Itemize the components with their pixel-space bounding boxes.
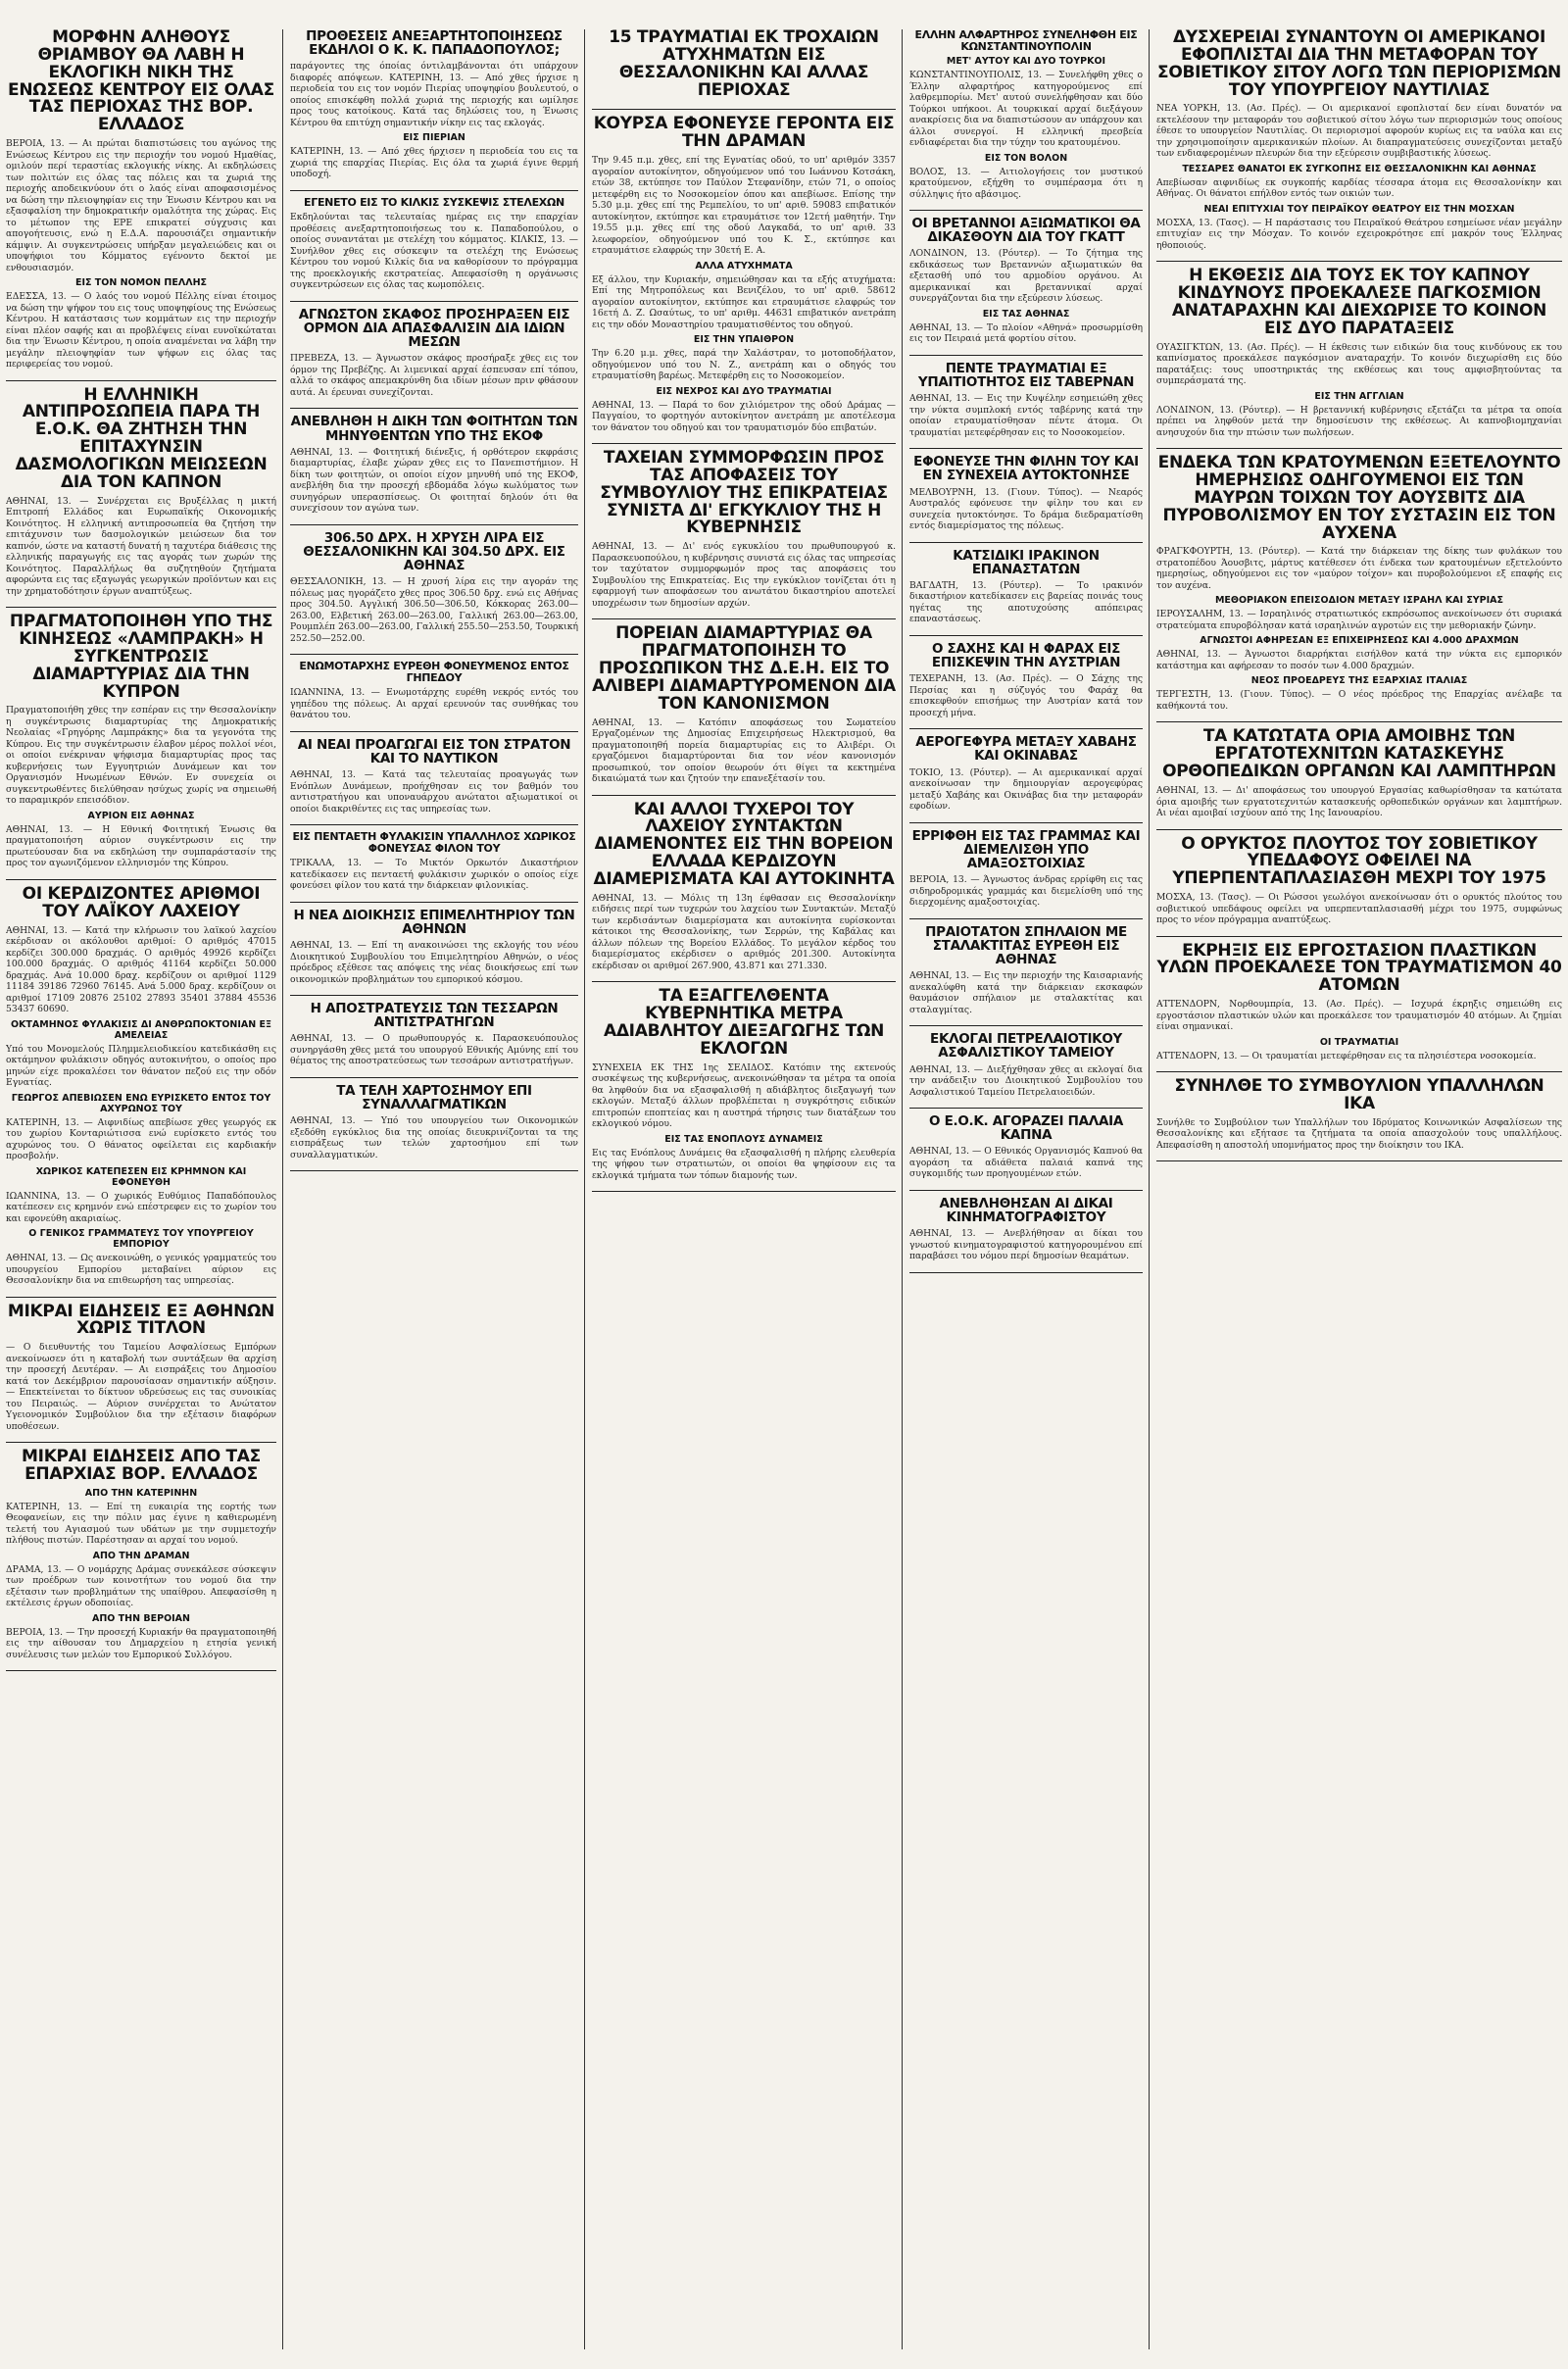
article-body: ΑΘΗΝΑΙ, 13. — Διεξήχθησαν χθες αι εκλογαί δια την ανάδειξιν του Διοικητικού Συμβουλίου του Ασφαλιστικού Ταμείου Πετρελαιοειδών. [909, 1063, 1143, 1098]
article-headline: Ο ΣΑΧΗΣ ΚΑΙ Η ΦΑΡΑΧ ΕΙΣ ΕΠΙΣΚΕΨΙΝ ΤΗΝ ΑΥΣΤΡΙΑΝ [931, 640, 1121, 671]
article-body: Συνήλθε το Συμβούλιον των Υπαλλήλων του Ιδρύματος Κοινωνικών Ασφαλίσεων της Θεσσαλονίκης και εξήτασε τα ζητήματα τα οποία απασχολούν τους υπαλλήλους. Απεφασίσθη η αποστολή υπομνήματος προς την διοίκησιν του ΙΚΑ. [1156, 1116, 1562, 1151]
article-headline: ΔΥΣΧΕΡΕΙΑΙ ΣΥΝΑΝΤΟΥΝ ΟΙ ΑΜΕΡΙΚΑΝΟΙ ΕΦΟΠΛΙΣΤΑΙ ΔΙΑ ΤΗΝ ΜΕΤΑΦΟΡΑΝ ΤΟΥ ΣΟΒΙΕΤΙΚΟΥ ΣΙΤΟΥ ΛΟΓΩ ΤΩΝ ΠΕΡΙΟΡΙΣΜΩΝ ΤΟΥ ΥΠΟΥΡΓΕΙΟΥ ΝΑΥΤΙΛΙΑΣ [1157, 29, 1561, 100]
article-headline: ΕΝΔΕΚΑ ΤΩΝ ΚΡΑΤΟΥΜΕΝΩΝ ΕΞΕΤΕΛΟΥΝΤΟ ΗΜΕΡΗΣΙΩΣ ΟΔΗΓΟΥΜΕΝΟΙ ΕΙΣ ΤΩΝ ΜΑΥΡΩΝ ΤΟΙΧΩΝ ΤΟΥ ΑΟΥΣΒΙΤΣ ΔΙΑ ΠΥΡΟΒΟΛΙΣΜΟΥ ΕΝ ΤΟΥ ΣΥΣΤΑΣΙΝ ΕΙΣ ΤΟΝ ΑΥΧΕΝΑ [1157, 453, 1561, 543]
article-body: Υπό του Μονομελούς Πλημμελειοδικείου κατεδικάσθη εις οκτάμηνον φυλάκισιν οδηγός αυτοκινήτου, ο οποίος προ μηνών είχε προκαλέσει τον θάνατον πεζού εις την οδόν Εγνατίας. [6, 1043, 276, 1089]
article-body: ΕΔΕΣΣΑ, 13. — Ο λαός του νομού Πέλλης είναι έτοιμος να δώση την ψήφον του εις τους υποψηφίους της Ενώσεως Κέντρου. Η κατάστασις των κομμάτων εις την περιοχήν είναι πλέον σαφής και αι προβλέψεις είναι ευνοϊκώταται δια την Ένωσιν Κέντρου, η οποία αναμένεται να λάβη την μεγάλην πλειοψηφίαν των ψήφων εις όλας τας περιφερείας του νομού. [6, 291, 276, 370]
article-headline: ΕΚΛΟΓΑΙ ΠΕΤΡΕΛΑΙΟΤΙΚΟΥ ΑΣΦΑΛΙΣΤΙΚΟΥ ΤΑΜΕΙΟΥ [930, 1031, 1122, 1061]
article-body: ΒΕΡΟΙΑ, 13. — Την προσεχή Κυριακήν θα πραγματοποιηθή εις την αίθουσαν του Δημαρχείου η ετησία γενική συνέλευσις των μελών του Εμπορικού Συλλόγου. [6, 1626, 276, 1660]
article-body: ΑΘΗΝΑΙ, 13. — Κατά την κλήρωσιν του λαϊκού λαχείου εκέρδισαν οι ακόλουθοι αριθμοί: Ο αριθμός 47015 κερδίζει 300.000 δραχμάς. Ο αριθμός 49926 κερδίζει 100.000 δραχμάς. Ο αριθμός 41164 κερδίζει 50.000 δραχμάς. Ανά 10.000 δραχ. κερδίζουν οι αριθμοί 1129 11184 39186 72960 76145. Ανά 5.000 δραχ. κερδίζουν οι αριθμοί 17109 20876 25102 27893 35401 37884 45536 53437 60690. [6, 924, 276, 1015]
column-1 [6, 29, 276, 2359]
article-body: ΑΘΗΝΑΙ, 13. — Η Εθνική Φοιτητική Ένωσις θα πραγματοποιήση αύριον συγκέντρωσιν εις την πρωτεύουσαν δια να εκδηλώση την συμπαράστασίν της προς τον αγωνιζόμενον ελληνισμόν της Κύπρου. [6, 823, 276, 869]
article-headline: ΠΡΑΙΟΤΑΤΟΝ ΣΠΗΛΑΙΟΝ ΜΕ ΣΤΑΛΑΚΤΙΤΑΣ ΕΥΡΕΘΗ ΕΙΣ ΑΘΗΝΑΣ [925, 923, 1127, 968]
article-divider [909, 635, 1143, 636]
news-article [1156, 1078, 1562, 1151]
article-subheading: ΑΓΝΩΣΤΟΙ ΑΦΗΡΕΣΑΝ ΕΞ ΕΠΙΧΕΙΡΗΣΕΩΣ ΚΑΙ 4.000 ΔΡΑΧΜΩΝ [1200, 635, 1519, 647]
article-subheading: ΕΙΣ ΝΕΧΡΟΣ ΚΑΙ ΔΥΟ ΤΡΑΥΜΑΤΙΑΙ [656, 385, 832, 397]
article-divider [909, 822, 1143, 823]
article-body: Την 9.45 π.μ. χθες, επί της Εγνατίας οδού, το υπ' αριθμόν 3357 αγοραίον αυτοκίνητον, οδηγούμενον υπό του Ιωάννου Κοτσάκη, ετών 38, εκτύπησε τον Παύλον Στεφανίδην, ετών 71, ο οποίος μετεφέρθη εις το Νοσοκομείον όπου και απεβίωσε. Επίσης την 5.30 μ.μ. χθες επί της Ρεμπελίου, το υπ' αριθ. 59083 επιβατικόν αυτοκίνητον, εκτύπησε και ετραυμάτισε τον 12ετή μαθητήν. Την 19.55 μ.μ. χθες επί της οδού Λαγκαδά, το υπ' αριθ. 33 λεωφορείον, οδηγούμενον υπό του Κ. Σ., εκτύπησε και ετραυμάτισε ελαφρώς την 30ετή Ε. Α. [592, 155, 896, 257]
article-divider [592, 981, 896, 982]
article-headline: ΠΟΡΕΙΑΝ ΔΙΑΜΑΡΤΥΡΙΑΣ ΘΑ ΠΡΑΓΜΑΤΟΠΟΙΗΣΗ ΤΟ ΠΡΟΣΩΠΙΚΟΝ ΤΗΣ Δ.Ε.Η. ΕΙΣ ΤΟ ΑΛΙΒΕΡΙ ΔΙΑΜΑΡΤΥΡΟΜΕΝΟΝ ΔΙΑ ΤΟΝ ΚΑΝΟΝΙΣΜΟΝ [592, 623, 896, 714]
article-divider [592, 618, 896, 619]
article-subheading: ΜΕΘΟΡΙΑΚΟΝ ΕΠΕΙΣΟΔΙΟΝ ΜΕΤΑΞΥ ΙΣΡΑΗΛ ΚΑΙ ΣΥΡΙΑΣ [1214, 595, 1504, 607]
article-headline: ΤΑ ΤΕΛΗ ΧΑΡΤΟΣΗΜΟΥ ΕΠΙ ΣΥΝΑΛΛΑΓΜΑΤΙΚΩΝ [336, 1082, 532, 1113]
article-headline: ΕΝΩΜΟΤΑΡΧΗΣ ΕΥΡΕΘΗ ΦΟΝΕΥΜΕΝΟΣ ΕΝΤΟΣ ΓΗΠΕΔΟΥ [299, 660, 569, 684]
article-body: Απεβίωσαν αιφνιδίως εκ συγκοπής καρδίας τέσσαρα άτομα εις Θεσσαλονίκην και Αθήνας. Οι θάνατοι επήλθον εντός των οικιών των. [1156, 176, 1562, 200]
article-body: ΑΘΗΝΑΙ, 13. — Δι' αποφάσεως του υπουργού Εργασίας καθωρίσθησαν τα κατώτατα όρια αμοιβής των εργατοτεχνιτών κατασκευής ορθοπεδικών οργάνων και λαμπτήρων. Αι νέαι αμοιβαί ισχύουν από της 1ης Ιανουαρίου. [1156, 785, 1562, 818]
article-body: ΛΟΝΔΙΝΟΝ, 13. (Ρόυτερ). — Η βρεταννική κυβέρνησις εξετάζει τα μέτρα τα οποία πρέπει να ληφθούν μετά την δημοσίευσιν της εκθέσεως. Αι καπνοβιομηχανίαι ανησυχούν δια την πτώσιν των πωλήσεων. [1156, 404, 1562, 438]
article-headline: Η ΕΚΘΕΣΙΣ ΔΙΑ ΤΟΥΣ ΕΚ ΤΟΥ ΚΑΠΝΟΥ ΚΙΝΔΥΝΟΥΣ ΠΡΟΕΚΑΛΕΣΕ ΠΑΓΚΟΣΜΙΟΝ ΑΝΑΤΑΡΑΧΗΝ ΚΑΙ ΔΙΕΧΩΡΙΣΕ ΤΟ ΚΟΙΝΟΝ ΕΙΣ ΔΥΟ ΠΑΡΑΤΑΞΕΙΣ [1171, 266, 1547, 338]
article-divider [909, 1190, 1143, 1191]
article-body: ΟΥΑΣΙΓΚΤΩΝ, 13. (Ασ. Πρές). — Η έκθεσις των ειδικών δια τους κινδύνους εκ του καπνίσματος προεκάλεσε παγκόσμιον αναταραχήν. Το κοινόν διεχωρίσθη εις δύο παρατάξεις: τους υποστηρικτάς της εκθέσεως και τους αμφισβητούντας τα συμπεράσματά της. [1156, 341, 1562, 387]
article-body: ΑΘΗΝΑΙ, 13. — Το πλοίον «Αθηνά» προσωρμίσθη εις τον Πειραιά μετά φορτίου σίτου. [909, 321, 1143, 345]
article-divider [909, 918, 1143, 919]
column-rule [1149, 29, 1150, 2349]
article-headline: ΚΑΙ ΑΛΛΟΙ ΤΥΧΕΡΟΙ ΤΟΥ ΛΑΧΕΙΟΥ ΣΥΝΤΑΚΤΩΝ ΔΙΑΜΕΝΟΝΤΕΣ ΕΙΣ ΤΗΝ ΒΟΡΕΙΟΝ ΕΛΛΑΔΑ ΚΕΡΔΙΖΟΥΝ ΔΙΑΜΕΡΙΣΜΑΤΑ ΚΑΙ ΑΥΤΟΚΙΝΗΤΑ [593, 799, 895, 889]
news-article [6, 614, 276, 869]
article-divider [290, 731, 578, 732]
article-headline: ΕΙΣ ΠΕΝΤΑΕΤΗ ΦΥΛΑΚΙΣΙΝ ΥΠΑΛΛΗΛΟΣ ΧΩΡΙΚΟΣ ΦΟΝΕΥΣΑΣ ΦΙΛΟΝ ΤΟΥ [292, 830, 576, 855]
article-headline: ΜΟΡΦΗΝ ΑΛΗΘΟΥΣ ΘΡΙΑΜΒΟΥ ΘΑ ΛΑΒΗ Η ΕΚΛΟΓΙΚΗ ΝΙΚΗ ΤΗΣ ΕΝΩΣΕΩΣ ΚΕΝΤΡΟΥ ΕΙΣ ΟΛΑΣ ΤΑΣ ΠΕΡΙΟΧΑΣ ΤΗΣ ΒΟΡ. ΕΛΛΑΔΟΣ [8, 29, 274, 135]
article-divider [909, 1108, 1143, 1109]
article-subheading: ΓΕΩΡΓΟΣ ΑΠΕΒΙΩΣΕΝ ΕΝΩ ΕΥΡΙΣΚΕΤΟ ΕΝΤΟΣ ΤΟΥ ΑΧΥΡΩΝΟΣ ΤΟΥ [11, 1092, 271, 1114]
article-divider [6, 879, 276, 880]
article-headline: ΑΝΕΒΛΗΘΗΣΑΝ ΑΙ ΔΙΚΑΙ ΚΙΝΗΜΑΤΟΓΡΑΦΙΣΤΟΥ [939, 1195, 1113, 1226]
article-divider [592, 109, 896, 110]
article-body: ΚΑΤΕΡΙΝΗ, 13. — Επί τη ευκαιρία της εορτής των Θεοφανείων, εις την πόλιν μας έγινε η καθιερωμένη τελετή του Αγιασμού των υδάτων με την συμμετοχήν πλήθους πιστών. Παρέστησαν αι αρχαί του νομού. [6, 1501, 276, 1547]
article-divider [290, 654, 578, 655]
news-article [1156, 833, 1562, 926]
article-divider [909, 448, 1143, 449]
article-headline: ΑΙ ΝΕΑΙ ΠΡΟΑΓΩΓΑΙ ΕΙΣ ΤΟΝ ΣΤΡΑΤΟΝ ΚΑΙ ΤΟ ΝΑΥΤΙΚΟΝ [297, 736, 571, 767]
article-body: ΤΕΡΓΕΣΤΗ, 13. (Γιουν. Τύπος). — Ο νέος πρόεδρος της Επαρχίας ανέλαβε τα καθήκοντά του. [1156, 689, 1562, 712]
news-article [592, 450, 896, 609]
article-body: ΚΩΝΣΤΑΝΤΙΝΟΥΠΟΛΙΣ, 13. — Συνελήφθη χθες ο Έλλην αλφαρτήρος κατηγορούμενος επί λαθρεμπορίω. Μετ' αυτού συνελήφθησαν και δύο Τούρκοι υπήκοοι. Αι τουρκικαί αρχαί διεξάγουν ανακρίσεις δια να διαπιστώσουν αν υπάρχουν και άλλοι συνεργοί. Η ελληνική πρεσβεία ενδιαφέρεται δια την τύχην του κρατουμένου. [909, 70, 1143, 149]
news-article [909, 549, 1143, 625]
article-body: ΒΕΡΟΙΑ, 13. — Άγνωστος άνδρας ερρίφθη εις τας σιδηροδρομικάς γραμμάς και διεμελίσθη υπό της διερχομένης αμαξοστοιχίας. [909, 874, 1143, 909]
article-body: ΦΡΑΓΚΦΟΥΡΤΗ, 13. (Ρόυτερ). — Κατά την διάρκειαν της δίκης των φυλάκων του στρατοπέδου Άουσβιτς, μάρτυς κατέθεσεν ότι ένδεκα των κρατουμένων εξετελούντο ημερησίως, οδηγούμενοι εις τον «μαύρον τοίχον» και πυροβολούμενοι εξ επαφής εις τον αυχένα. [1156, 546, 1562, 591]
article-subheading: ΕΙΣ ΤΟΝ ΒΟΛΟΝ [984, 152, 1068, 164]
article-body: ΠΡΕΒΕΖΑ, 13. — Άγνωστον σκάφος προσήραξε χθες εις τον όρμον της Πρεβέζης. Αι λιμενικαί αρχαί έσπευσαν επί τόπου, αλλά το σκάφος απεμακρύνθη δια ιδίων μέσων πριν φθάσουν αυτά. Αι έρευναι συνεχίζονται. [290, 353, 578, 398]
article-divider [909, 355, 1143, 356]
news-article [592, 988, 896, 1181]
article-divider [6, 607, 276, 608]
article-divider [1156, 721, 1562, 722]
news-article [290, 531, 578, 645]
article-body: παράγοντες της όποίας όντιλαμβάνονται ότι υπάρχουν διαφορές απόψεων. ΚΑΤΕΡΙΝΗ, 13. — Από χθες ήρχισε η περιοδεία του εις τον νομόν Πιερίας υποψηφίου βουλευτού, ο οποίος επισκέφθη πολλά χωριά της περιοχής και ωμίλησε προς τους κατοίκους. Κατά τας δηλώσεις του, η Ένωσις Κέντρου θα επιτύχη σημαντικήν νίκην εις τας εκλογάς. [290, 61, 578, 128]
news-article [909, 1197, 1143, 1262]
article-body: ΜΕΛΒΟΥΡΝΗ, 13. (Γιουν. Τύπος). — Νεαρός Αυστραλός εφόνευσε την φίλην του και εν συνεχεία ηυτοκτόνησε. Το δράμα διεδραματίσθη εντός διαμερίσματος της πόλεως. [909, 486, 1143, 532]
article-headline: ΑΕΡΟΓΕΦΥΡΑ ΜΕΤΑΞΥ ΧΑΒΑΗΣ ΚΑΙ ΟΚΙΝΑΒΑΣ [915, 734, 1137, 765]
article-body: ΑΘΗΝΑΙ, 13. — Άγνωστοι διαρρήκται εισήλθον κατά την νύκτα εις εμπορικόν κατάστημα και αφήρεσαν το ποσόν των 4.000 δραχμών. [1156, 649, 1562, 671]
news-article [290, 415, 578, 514]
article-subheading: ΑΥΡΙΟΝ ΕΙΣ ΑΘΗΝΑΣ [87, 810, 195, 821]
article-headline: 306.50 ΔΡΧ. Η ΧΡΥΣΗ ΛΙΡΑ ΕΙΣ ΘΕΣΣΑΛΟΝΙΚΗΝ ΚΑΙ 304.50 ΔΡΧ. ΕΙΣ ΑΘΗΝΑΣ [303, 529, 565, 574]
news-article [909, 29, 1143, 200]
article-headline: ΑΝΕΒΛΗΘΗ Η ΔΙΚΗ ΤΩΝ ΦΟΙΤΗΤΩΝ ΤΩΝ ΜΗΝΥΘΕΝΤΩΝ ΥΠΟ ΤΗΣ ΕΚΟΦ [290, 414, 578, 444]
column-rule [584, 29, 585, 2349]
article-body: ΤΕΧΕΡΑΝΗ, 13. (Ασ. Πρές). — Ο Σάχης της Περσίας και η σύζυγός του Φαράχ θα επισκεφθούν επισήμως την Αυστρίαν κατά τον προσεχή μήνα. [909, 673, 1143, 718]
article-divider [290, 902, 578, 903]
article-subheading: ΜΕΤ' ΑΥΤΟΥ ΚΑΙ ΔΥΟ ΤΟΥΡΚΟΙ [946, 56, 1106, 68]
article-subheading: ΕΙΣ ΤΑΣ ΕΝΟΠΛΟΥΣ ΔΥΝΑΜΕΙΣ [664, 1133, 823, 1145]
news-article [6, 1301, 276, 1433]
article-headline: Ο ΟΡΥΚΤΟΣ ΠΛΟΥΤΟΣ ΤΟΥ ΣΟΒΙΕΤΙΚΟΥ ΥΠΕΔΑΦΟΥΣ ΟΦΕΙΛΕΙ ΝΑ ΥΠΕΡΠΕΝΤΑΠΛΑΣΙΑΣΘΗ ΜΕΧΡΙ ΤΟΥ 1975 [1172, 833, 1546, 889]
article-body: ΛΟΝΔΙΝΟΝ, 13. (Ρόυτερ). — Το ζήτημα της εκδικάσεως των Βρεταννών αξιωματικών θα εξετασθή υπό του αρμοδίου οργάνου. Αι αμερικανικαί και βρεταννικαί αρχαί συνεργάζονται δια την εξεύρεσιν λύσεως. [909, 248, 1143, 305]
article-subheading: ΕΙΣ ΤΟΝ ΝΟΜΟΝ ΠΕΛΛΗΣ [74, 277, 208, 289]
article-headline: ΠΕΝΤΕ ΤΡΑΥΜΑΤΙΑΙ ΕΞ ΥΠΑΙΤΙΟΤΗΤΟΣ ΕΙΣ ΤΑΒΕΡΝΑΝ [917, 360, 1135, 391]
news-article [909, 735, 1143, 812]
article-body: ΔΡΑΜΑ, 13. — Ο νομάρχης Δράμας συνεκάλεσε σύσκεψιν των προέδρων των κοινοτήτων του νομού δια την εξέτασιν των προβλημάτων της υπαίθρου. Απεφασίσθη η εκτέλεσις έργων οδοποιίας. [6, 1563, 276, 1609]
article-headline: ΕΓΕΝΕΤΟ ΕΙΣ ΤΟ ΚΙΛΚΙΣ ΣΥΣΚΕΨΙΣ ΣΤΕΛΕΧΩΝ [304, 195, 564, 209]
article-body: ΝΕΑ ΥΟΡΚΗ, 13. (Ασ. Πρές). — Οι αμερικανοί εφοπλισταί δεν είναι δυνατόν να εκτελέσουν την μεταφοράν του σοβιετικού σίτου λόγω των περιορισμών τους οποίους έθεσε το υπουργείον Ναυτιλίας. Οι περιορισμοί αφορούν κυρίως εις τα ναύλα και εις την χρησιμοποίησιν αμερικανικών πλοίων. Αι διαπραγματεύσεις συνεχίζονται μεταξύ των ενδιαφερομένων πλευρών δια την εξεύρεσιν συμβιβαστικής λύσεως. [1156, 103, 1562, 160]
article-headline: ΕΡΡΙΦΘΗ ΕΙΣ ΤΑΣ ΓΡΑΜΜΑΣ ΚΑΙ ΔΙΕΜΕΛΙΣΘΗ ΥΠΟ ΑΜΑΞΟΣΤΟΙΧΙΑΣ [911, 827, 1141, 871]
article-divider [1156, 448, 1562, 449]
column-3 [592, 29, 896, 2359]
article-body: ΑΘΗΝΑΙ, 13. — Κατόπιν αποφάσεως του Σωματείου Εργαζομένων της Δημοσίας Επιχειρήσεως Ηλεκτρισμού, θα πραγματοποιηθή πορεία διαμαρτυρίας εις το Αλιβέρι. Οι εργαζόμενοι διαμαρτύρονται δια τον νέον κανονισμόν προσωπικού, τον οποίον θεωρούν ότι θίγει τα κεκτημένα δικαιώματά των και ζητούν την επανεξέτασίν του. [592, 716, 896, 784]
article-subheading: ΑΠΟ ΤΗΝ ΔΡΑΜΑΝ [92, 1550, 190, 1561]
news-article [6, 883, 276, 1287]
article-body: ΒΟΛΟΣ, 13. — Αιτιολογήσεις τον μυστικού κρατούμενον, εξήχθη το συμπέρασμα ότι η σύλληψις ήτο αβάσιμος. [909, 166, 1143, 200]
article-subheading: ΝΕΟΣ ΠΡΟΕΔΡΕΥΣ ΤΗΣ ΕΞΑΡΧΙΑΣ ΙΤΑΛΙΑΣ [1250, 675, 1468, 687]
news-article [909, 642, 1143, 718]
article-subheading: ΑΠΟ ΤΗΝ ΒΕΡΟΙΑΝ [92, 1612, 190, 1624]
article-body: ΑΤΤΕΝΔΟΡΝ, 13. — Οι τραυματίαι μετεφέρθησαν εις τα πλησιέστερα νοσοκομεία. [1156, 1050, 1537, 1061]
article-divider [290, 995, 578, 996]
article-body: ΑΘΗΝΑΙ, 13. — Επί τη ανακοινώσει της εκλογής του νέου Διοικητικού Συμβουλίου του Επιμελητηρίου Αθηνών, ο νέος πρόεδρος εξέθεσε τας απόψεις της νέας διοικήσεως επί των οικονομικών προβλημάτων του εμπορικού κόσμου. [290, 940, 578, 985]
article-subheading: ΟΚΤΑΜΗΝΟΣ ΦΥΛΑΚΙΣΙΣ ΔΙ ΑΝΘΡΩΠΟΚΤΟΝΙΑΝ ΕΞ ΑΜΕΛΕΙΑΣ [10, 1018, 272, 1041]
article-body: ΑΘΗΝΑΙ, 13. — Παρά το 6ον χιλιόμετρον της οδού Δράμας — Παγγαίου, το φορτηγόν αυτοκίνητον ανετράπη με αποτέλεσμα τον θάνατον του οδηγού και τον τραυματισμόν δύο επιβατών. [592, 399, 896, 433]
article-divider [290, 301, 578, 302]
article-divider [592, 443, 896, 444]
news-article [909, 1114, 1143, 1180]
article-subheading: ΟΙ ΤΡΑΥΜΑΤΙΑΙ [1319, 1036, 1399, 1048]
article-body: ΙΩΑΝΝΙΝΑ, 13. — Ενωμοτάρχης ευρέθη νεκρός εντός του γηπέδου της πόλεως. Αι αρχαί ερευνούν τας συνθήκας του θανάτου του. [290, 687, 578, 721]
article-subheading: ΑΛΛΑ ΑΤΥΧΗΜΑΤΑ [695, 260, 793, 271]
article-body: ΤΡΙΚΑΛΑ, 13. — Το Μικτόν Ορκωτόν Δικαστήριον κατεδίκασεν εις πενταετή φυλάκισιν χωρικόν ο οποίος είχε φονεύσει φίλον του κατά την διάρκειαν φιλονικίας. [290, 858, 578, 892]
article-body: Εις τας Ενόπλους Δυνάμεις θα εξασφαλισθή η πλήρης ελευθερία της ψήφου των στρατιωτών, οι οποίοι θα ψηφίσουν εις τα εκλογικά τμήματα των τόπων διαμονής των. [592, 1147, 896, 1181]
article-body: ΙΕΡΟΥΣΑΛΗΜ, 13. — Ισραηλινός στρατιωτικός εκπρόσωπος ανεκοίνωσεν ότι συριακά στρατεύματα επυροβόλησαν κατά ισραηλινών αγροτών εις την μεθοριακήν ζώνην. [1156, 609, 1562, 631]
column-rule [902, 29, 903, 2349]
news-article [290, 308, 578, 399]
article-headline: ΤΑΧΕΙΑΝ ΣΥΜΜΟΡΦΩΣΙΝ ΠΡΟΣ ΤΑΣ ΑΠΟΦΑΣΕΙΣ ΤΟΥ ΣΥΜΒΟΥΛΙΟΥ ΤΗΣ ΕΠΙΚΡΑΤΕΙΑΣ ΣΥΝΙΣΤΑ ΔΙ' ΕΓΚΥΚΛΙΟΥ ΤΗΣ Η ΚΥΒΕΡΝΗΣΙΣ [600, 448, 888, 538]
article-body: Πραγματοποιήθη χθες την εσπέραν εις την Θεσσαλονίκην η συγκέντρωσις διαμαρτυρίας της Δημοκρατικής Νεολαίας «Γρηγόρης Λαμπράκης» δια τα γεγονότα της Κύπρου. Εις την συγκέντρωσιν έλαβον μέρος πολλοί νέοι, οι οποίοι ενέκριναν ψήφισμα διαμαρτυρίας προς τας κυβερνήσεις των Εγγυητριών Δυνάμεων και τον Οργανισμόν Ηνωμένων Εθνών. Εν συνεχεία οι συγκεντρωθέντες διελύθησαν ησύχως χωρίς να σημειωθή το παραμικρόν επεισόδιον. [6, 705, 276, 807]
article-divider [6, 1297, 276, 1298]
article-divider [1156, 261, 1562, 262]
article-headline: ΤΑ ΚΑΤΩΤΑΤΑ ΟΡΙΑ ΑΜΟΙΒΗΣ ΤΩΝ ΕΡΓΑΤΟΤΕΧΝΙΤΩΝ ΚΑΤΑΣΚΕΥΗΣ ΟΡΘΟΠΕΔΙΚΩΝ ΟΡΓΑΝΩΝ ΚΑΙ ΛΑΜΠΤΗΡΩΝ [1162, 726, 1556, 782]
article-headline: ΕΦΟΝΕΥΣΕ ΤΗΝ ΦΙΛΗΝ ΤΟΥ ΚΑΙ ΕΝ ΣΥΝΕΧΕΙΑ ΑΥΤΟΚΤΟΝΗΣΕ [913, 454, 1139, 484]
article-divider [290, 408, 578, 409]
article-body: ΑΘΗΝΑΙ, 13. — Εις την περιοχήν της Καισαριανής ανεκαλύφθη κατά την διάρκειαν εκσκαφών θαυμάσιον σπήλαιον με σταλακτίτας και σταλαγμίτας. [909, 970, 1143, 1015]
column-rule [282, 29, 283, 2349]
news-article [290, 831, 578, 892]
news-article [290, 909, 578, 985]
news-article [592, 29, 896, 99]
article-body: ΑΘΗΝΑΙ, 13. — Ο Εθνικός Οργανισμός Καπνού θα αγοράση τα αδιάθετα παλαιά καπνά της συγκομιδής των προηγουμένων ετών. [909, 1146, 1143, 1180]
news-article [1156, 29, 1562, 251]
article-body: ΑΘΗΝΑΙ, 13. — Δι' ενός εγκυκλίου του πρωθυπουργού κ. Παρασκευοπούλου, η κυβέρνησις συνιστά εις όλας τας υπηρεσίας τον ταχύτατον συμμορφωμόν προς τας αποφάσεις του Συμβουλίου της Επικρατείας. Εις την εγκύκλιον τονίζεται ότι η εφαρμογή των αποφάσεων του ανωτάτου δικαστηρίου αποτελεί υποχρέωσιν των δημοσίων αρχών. [592, 541, 896, 609]
article-body: ΜΟΣΧΑ, 13. (Τασς). — Η παράστασις του Πειραϊκού Θεάτρου εσημείωσε νέαν μεγάλην επιτυχίαν εις την Μόσχαν. Το κοινόν εχειροκρότησε επί μακρόν τους Έλληνας ηθοποιούς. [1156, 217, 1562, 251]
article-body: ΑΘΗΝΑΙ, 13. — Συνέρχεται εις Βρυξέλλας η μικτή Επιτροπή Ελλάδος και Ευρωπαϊκής Οικονομικής Κοινότητος. Η ελληνική αντιπροσωπεία θα ζητήση την επιτάχυνσιν των δασμολογικών μειώσεων δια τον καπνόν, ώστε να καταστή δυνατή η ταχυτέρα διάθεσις της ελληνικής παραγωγής εις τας αγοράς των χωρών της Κοινότητος. Παραλλήλως θα συζητηθούν ζητήματα αφορώντα εις τας εξαγωγάς γεωργικών προϊόντων και εις την χρηματοδότησιν έργων αναπτύξεως. [6, 495, 276, 597]
article-body: ΒΕΡΟΙΑ, 13. — Αι πρώται διαπιστώσεις του αγώνος της Ενώσεως Κέντρου εις την περιοχήν του νομού Ημαθίας, ομιλούν περί τεραστίας εκλογικής νίκης. Αι εκδηλώσεις των πολιτών εις όλας τας πόλεις και τα χωριά της περιοχής αποδεικνύουν ότι ο λαός είναι αποφασισμένος να δώση την πλειοψηφίαν εις την Ένωσιν Κέντρου και να εξασφαλίση την δημοκρατικήν ομαλότητα της χώρας. Εις το μέτωπον της ΕΡΕ επικρατεί σύγχυσις και απογοήτευσις, ενώ η Ε.Δ.Α. παρουσιάζει σημαντικήν κάμψιν. Αι συγκεντρώσεις υπήρξαν μεγαλειώδεις και οι υποψήφιοι του Κόμματος εγένοντο δεκτοί με ενθουσιασμόν. [6, 138, 276, 273]
article-divider [909, 210, 1143, 211]
news-article [909, 217, 1143, 345]
news-article [909, 455, 1143, 531]
article-body: ΑΘΗΝΑΙ, 13. — Υπό του υπουργείου των Οικονομικών εξεδόθη εγκύκλιος δια της οποίας διευκρινίζονται τα της εισπράξεως των τελών χαρτοσήμου επί των συναλλαγματικών. [290, 1115, 578, 1160]
article-body: ΑΤΤΕΝΔΟΡΝ, Νορθουμπρία, 13. (Ασ. Πρές). — Ισχυρά έκρηξις σημειώθη εις εργοστάσιον πλαστικών υλών και προεκάλεσε τον τραυματισμόν 40 ατόμων. Αι ζημίαι είναι σημανικαί. [1156, 999, 1562, 1033]
article-headline: 15 ΤΡΑΥΜΑΤΙΑΙ ΕΚ ΤΡΟΧΑΙΩΝ ΑΤΥΧΗΜΑΤΩΝ ΕΙΣ ΘΕΣΣΑΛΟΝΙΚΗΝ ΚΑΙ ΑΛΛΑΣ ΠΕΡΙΟΧΑΣ [609, 29, 879, 100]
article-subheading: ΕΙΣ ΠΙΕΡΙΑΝ [403, 132, 466, 144]
article-body: ΒΑΓΔΑΤΗ, 13. (Ρόυτερ). — Το ιρακινόν δικαστήριον κατεδίκασεν εις βαρείας ποινάς τους ηγέτας της αποτυχούσης απόπειρας επαναστάσεως. [909, 579, 1143, 625]
article-divider [909, 542, 1143, 543]
article-headline: Η ΕΛΛΗΝΙΚΗ ΑΝΤΙΠΡΟΣΩΠΕΙΑ ΠΑΡΑ ΤΗ Ε.Ο.Κ. ΘΑ ΖΗΤΗΣΗ ΤΗΝ ΕΠΙΤΑΧΥΝΣΙΝ ΔΑΣΜΟΛΟΓΙΚΩΝ ΜΕΙΩΣΕΩΝ ΔΙΑ ΤΟΝ ΚΑΠΝΟΝ [15, 384, 268, 492]
article-headline: ΕΚΡΗΞΙΣ ΕΙΣ ΕΡΓΟΣΤΑΣΙΟΝ ΠΛΑΣΤΙΚΩΝ ΥΛΩΝ ΠΡΟΕΚΑΛΕΣΕ ΤΟΝ ΤΡΑΥΜΑΤΙΣΜΟΝ 40 ΑΤΟΜΩΝ [1156, 940, 1562, 996]
article-subheading: ΧΩΡΙΚΟΣ ΚΑΤΕΠΕΣΕΝ ΕΙΣ ΚΡΗΜΝΟΝ ΚΑΙ ΕΦΟΝΕΥΘΗ [35, 1165, 247, 1188]
article-body: ΑΘΗΝΑΙ, 13. — Φοιτητική διένεξις, ή ορθότερον εκφράσις διαμαρτυρίας, έλαβε χώραν χθες εις το Πανεπιστήμιον. Η δίκη των φοιτητών, οι οποίοι είχον μηνυθή υπό της ΕΚΟΦ, ανεβλήθη δια την προσεχή εβδομάδα λόγω κωλύματος των συνηγόρων υπερασπίσεως. Οι φοιτηταί δηλούν ότι θα συνεχίσουν τον αγώνα των. [290, 446, 578, 515]
column-5 [1156, 29, 1562, 2359]
article-subheading: ΝΕΑΙ ΕΠΙΤΥΧΙΑΙ ΤΟΥ ΠΕΙΡΑΪΚΟΥ ΘΕΑΤΡΟΥ ΕΙΣ ΤΗΝ ΜΟΣΧΑΝ [1203, 203, 1515, 215]
news-article [909, 362, 1143, 438]
article-subheading: ΤΕΣΣΑΡΕΣ ΘΑΝΑΤΟΙ ΕΚ ΣΥΓΚΟΠΗΣ ΕΙΣ ΘΕΣΣΑΛΟΝΙΚΗΝ ΚΑΙ ΑΘΗΝΑΣ [1182, 163, 1537, 174]
article-body: ΑΘΗΝΑΙ, 13. — Ο πρωθυπουργός κ. Παρασκευόπουλος συνηργάσθη χθες μετά του υπουργού Εθνικής Αμύνης επί του θέματος της αποστρατεύσεως των τεσσάρων αντιστρατήγων. [290, 1033, 578, 1067]
article-body: Την 6.20 μ.μ. χθες, παρά την Χαλάστραν, το μοτοποδήλατον, οδηγούμενον υπό του Ν. Ζ., ανετράπη και ο οδηγός του ετραυματίσθη βαρέως. Μετεφέρθη εις το Νοσοκομείον. [592, 348, 896, 382]
news-article [290, 661, 578, 721]
article-subheading: Ο ΓΕΝΙΚΟΣ ΓΡΑΜΜΑΤΕΥΣ ΤΟΥ ΥΠΟΥΡΓΕΙΟΥ ΕΜΠΟΡΙΟΥ [28, 1228, 254, 1251]
article-subheading: ΕΙΣ ΤΗΝ ΥΠΑΙΘΡΟΝ [693, 334, 795, 346]
article-divider [592, 795, 896, 796]
article-divider [290, 1170, 578, 1171]
article-divider [6, 380, 276, 381]
article-divider [290, 1077, 578, 1078]
article-headline: ΚΑΤΣΙΔΙΚΙ ΙΡΑΚΙΝΟΝ ΕΠΑΝΑΣΤΑΤΩΝ [953, 547, 1100, 577]
article-divider [909, 1025, 1143, 1026]
article-body: ΑΘΗΝΑΙ, 13. — Εις την Κυψέλην εσημειώθη χθες την νύκτα συμπλοκή εντός ταβέρνης κατά την οποίαν ετραυματίσθησαν πέντε άτομα. Οι τραυματίαι μετεφέρθησαν εις το Νοσοκομείον. [909, 393, 1143, 438]
article-headline: ΜΙΚΡΑΙ ΕΙΔΗΣΕΙΣ ΑΠΟ ΤΑΣ ΕΠΑΡΧΙΑΣ ΒΟΡ. ΕΛΛΑΔΟΣ [22, 1447, 261, 1485]
news-article [592, 116, 896, 433]
article-subheading: ΕΙΣ ΤΑΣ ΑΘΗΝΑΣ [982, 308, 1070, 320]
article-body: ΚΑΤΕΡΙΝΗ, 13. — Από χθες ήρχισεν η περιοδεία του εις τα χωριά της επαρχίας Πιερίας. Εις όλα τα χωριά έγινε θερμή υποδοχή. [290, 146, 578, 180]
article-body: ΑΘΗΝΑΙ, 13. — Κατά τας τελευταίας προαγωγάς των Ενόπλων Δυνάμεων, προήχθησαν εις τον βαθμόν του αντιστρατήγου και υποναυάρχου ανώτατοι αξιωματικοί οι οποίοι διακριθέντες εις τας υπηρεσίας των. [290, 769, 578, 814]
article-body: ΙΩΑΝΝΙΝΑ, 13. — Ο χωρικός Ευθύμιος Παπαδόπουλος κατέπεσεν εις κρημνόν ενώ επέστρεφεν εις το χωρίον του και εφονεύθη ακαριαίως. [6, 1190, 276, 1224]
article-headline: Ο Ε.Ο.Κ. ΑΓΟΡΑΖΕΙ ΠΑΛΑΙΑ ΚΑΠΝΑ [929, 1113, 1123, 1144]
column-2 [290, 29, 578, 2359]
article-headline: ΟΙ ΚΕΡΔΙΖΟΝΤΕΣ ΑΡΙΘΜΟΙ ΤΟΥ ΛΑΪΚΟΥ ΛΑΧΕΙΟΥ [22, 883, 261, 921]
article-body: ΑΘΗΝΑΙ, 13. — Μόλις τη 13η έφθασαν εις Θεσσαλονίκην ειδήσεις περί των τυχερών του λαχείου των Συντακτών. Μεταξύ των κερδισάντων διαμερίσματα και αυτοκίνητα ευρίσκονται κάτοικοι της Θεσσαλονίκης, των Σερρών, της Καβάλας και άλλων πόλεων της Βορείου Ελλάδος. Το μεγάλον κέρδος του διαμερίσματος εκέρδισεν ο αριθμός 201.300. Αυτοκίνητα εκέρδισαν οι αριθμοί 267.900, 43.871 και 271.330. [592, 892, 896, 971]
column-4 [909, 29, 1143, 2359]
article-body: ΚΑΤΕΡΙΝΗ, 13. — Αιφνιδίως απεβίωσε χθες γεωργός εκ του χωρίου Κονταριώτισσα ενώ ευρίσκετο εντός του αχυρώνος του. Ο θάνατος οφείλεται εις καρδιακήν προσβολήν. [6, 1116, 276, 1162]
article-body: ΑΘΗΝΑΙ, 13. — Ανεβλήθησαν αι δίκαι του γνωστού κινηματογραφιστού κατηγορουμένου επί παραβάσει του νόμου περί δημοσίων θεαμάτων. [909, 1228, 1143, 1262]
article-headline: ΤΑ ΕΞΑΓΓΕΛΘΕΝΤΑ ΚΥΒΕΡΝΗΤΙΚΑ ΜΕΤΡΑ ΑΔΙΑΒΛΗΤΟΥ ΔΙΕΞΑΓΩΓΗΣ ΤΩΝ ΕΚΛΟΓΩΝ [603, 986, 885, 1059]
article-subheading: ΑΠΟ ΤΗΝ ΚΑΤΕΡΙΝΗΝ [84, 1487, 198, 1499]
article-divider [6, 1670, 276, 1671]
news-article [909, 925, 1143, 1016]
article-body: ΘΕΣΣΑΛΟΝΙΚΗ, 13. — Η χρυσή λίρα εις την αγοράν της πόλεως μας ηγοράζετο χθες προς 306.50 δρχ. ενώ εις Αθήνας προς 304.50. Αγγλική 306.50—306.50, Κόκκορας 263.00—263.00, Ελβετική 263.00—263.00, Γαλλική 263.00—263.00, Ρουμπλέπ 263.00—263.00, Γαλλική 255.50—253.50, Τουρκική 252.50—252.00. [290, 576, 578, 644]
news-article [909, 829, 1143, 909]
news-article [909, 1032, 1143, 1098]
article-divider [909, 728, 1143, 729]
article-headline: ΠΡΟΘΕΣΕΙΣ ΑΝΕΞΑΡΤΗΤΟΠΟΙΗΣΕΩΣ ΕΚΔΗΛΟΙ Ο Κ. Κ. ΠΑΠΑΔΟΠΟΥΛΟΣ; [306, 29, 563, 59]
article-headline: Η ΝΕΑ ΔΙΟΙΚΗΣΙΣ ΕΠΙΜΕΛΗΤΗΡΙΟΥ ΤΩΝ ΑΘΗΝΩΝ [293, 907, 575, 937]
news-article [1156, 728, 1562, 818]
article-headline: ΕΛΛΗΝ ΑΛΦΑΡΤΗΡΟΣ ΣΥΝΕΛΗΦΘΗ ΕΙΣ ΚΩΝΣΤΑΝΤΙΝΟΥΠΟΛΙΝ [914, 29, 1138, 53]
news-article [290, 738, 578, 814]
article-headline: ΜΙΚΡΑΙ ΕΙΔΗΣΕΙΣ ΕΞ ΑΘΗΝΩΝ ΧΩΡΙΣ ΤΙΤΛΟΝ [7, 1301, 275, 1339]
article-body: ΣΥΝΕΧΕΙΑ ΕΚ ΤΗΣ 1ης ΣΕΛΙΔΟΣ. Κατόπιν της εκτενούς συσκέψεως της κυβερνήσεως, ανεκοινώθησαν τα μέτρα τα οποία θα ληφθούν δια να εξασφαλισθή η αδιάβλητος διεξαγωγή των εκλογών. Μεταξύ άλλων προβλέπεται η συγκρότησις ειδικών επιτροπών εποπτείας και η αυστηρά τήρησις των διατάξεων του εκλογικού νόμου. [592, 1061, 896, 1130]
article-headline: ΣΥΝΗΛΘΕ ΤΟ ΣΥΜΒΟΥΛΙΟΝ ΥΠΑΛΛΗΛΩΝ ΙΚΑ [1174, 1076, 1544, 1113]
article-headline: ΟΙ ΒΡΕΤΑΝΝΟΙ ΑΞΙΩΜΑΤΙΚΟΙ ΘΑ ΔΙΚΑΣΘΟΥΝ ΔΙΑ ΤΟΥ ΓΚΑΤΤ [911, 216, 1141, 246]
article-divider [290, 824, 578, 825]
article-headline: ΑΓΝΩΣΤΟΝ ΣΚΑΦΟΣ ΠΡΟΣΗΡΑΞΕΝ ΕΙΣ ΟΡΜΟΝ ΔΙΑ ΑΠΑΣΦΑΛΙΣΙΝ ΔΙΑ ΙΔΙΩΝ ΜΕΣΩΝ [298, 306, 570, 351]
news-article [290, 1084, 578, 1160]
article-body: Εξ άλλου, την Κυριακήν, σημειώθησαν και τα εξής ατυχήματα: Επί της Μητροπόλεως και Βενιζέλου, το υπ' αριθ. 58612 αγοραίον αυτοκίνητον, εκτύπησε και ετραυμάτισε ελαφρώς τον 16ετή Δ. Ζ. Ωσαύτως, το υπ' αριθμ. 44631 επιβατικόν ανετράπη εις την οδόν Μοναστηρίου τραυματισθέντος του οδηγού. [592, 273, 896, 330]
article-divider [290, 524, 578, 525]
article-divider [909, 1272, 1143, 1273]
article-divider [1156, 829, 1562, 830]
article-divider [290, 190, 578, 191]
news-article [1156, 455, 1562, 712]
news-article [290, 197, 578, 291]
article-body: ΤΟΚΙΟ, 13. (Ρόυτερ). — Αι αμερικανικαί αρχαί ανεκοίνωσαν την δημιουργίαν αερογεφύρας μεταξύ Χαβάης και Οκινάβας δια την μεταφοράν εφοδίων. [909, 766, 1143, 813]
article-divider [1156, 1160, 1562, 1161]
news-article [1156, 940, 1562, 1062]
news-article [290, 29, 578, 180]
article-body: ΜΟΣΧΑ, 13. (Τασς). — Οι Ρώσσοι γεωλόγοι ανεκοίνωσαν ότι ο ορυκτός πλούτος του σοβιετικού υπεδάφους οφείλει να υπερπενταπλασιασθή μέχρι του 1975, συμφώνως προς το νέον πρόγραμμα αναπτύξεως. [1156, 892, 1562, 926]
article-divider [1156, 936, 1562, 937]
news-article [6, 1449, 276, 1660]
article-body: ΑΘΗΝΑΙ, 13. — Ως ανεκοινώθη, ο γενικός γραμματεύς του υπουργείου Εμπορίου μεταβαίνει αύριον εις Θεσσαλονίκην δια να επιθεωρήση τας υπηρεσίας. [6, 1253, 276, 1287]
news-article [6, 29, 276, 370]
article-subheading: ΕΙΣ ΤΗΝ ΑΓΓΛΙΑΝ [1314, 390, 1404, 402]
news-article [6, 384, 276, 598]
news-article [290, 1002, 578, 1067]
article-headline: ΚΟΥΡΣΑ ΕΦΟΝΕΥΣΕ ΓΕΡΟΝΤΑ ΕΙΣ ΤΗΝ ΔΡΑΜΑΝ [593, 114, 895, 152]
article-headline: ΠΡΑΓΜΑΤΟΠΟΙΗΘΗ ΥΠΟ ΤΗΣ ΚΙΝΗΣΕΩΣ «ΛΑΜΠΡΑΚΗ» Η ΣΥΓΚΕΝΤΡΩΣΙΣ ΔΙΑΜΑΡΤΥΡΙΑΣ ΔΙΑ ΤΗΝ ΚΥΠΡΟΝ [9, 612, 273, 702]
news-article [1156, 268, 1562, 438]
article-body: — Ο διευθυντής του Ταμείου Ασφαλίσεως Εμπόρων ανεκοίνωσεν ότι η καταβολή των συντάξεων θα αρχίση την προσεχή Δευτέραν. — Αι εισπράξεις του Δημοσίου κατά τον Δεκέμβριον παρουσίασαν σημαντικήν αύξησιν. — Επεκτείνεται το δίκτυον υδρεύσεως εις τας συνοικίας του Πειραιώς. — Αύριον συνέρχεται το Ανώτατον Υγειονομικόν Συμβούλιον δια την εξέτασιν διαφόρων υποθέσεων. [6, 1342, 276, 1432]
news-article [592, 799, 896, 972]
article-body: Εκδηλούνται τας τελευταίας ημέρας εις την επαρχίαν προθέσεις ανεξαρτητοποιήσεως του κ. Παπαδοπούλου, ο οποίος συναντάται με στελέχη του κόμματος. ΚΙΛΚΙΣ, 13. — Συνήλθον χθες εις σύσκεψιν τα στελέχη της Ενώσεως Κέντρου του νομού Κιλκίς δια να καθορίσουν το πρόγραμμα της προεκλογικής εκστρατείας. Απεφασίσθη η οργάνωσις συγκεντρώσεων εις όλας τας κωμοπόλεις. [290, 212, 578, 291]
article-headline: Η ΑΠΟΣΤΡΑΤΕΥΣΙΣ ΤΩΝ ΤΕΣΣΑΡΩΝ ΑΝΤΙΣΤΡΑΤΗΓΩΝ [310, 1001, 559, 1031]
news-article [592, 625, 896, 784]
article-divider [592, 1191, 896, 1192]
article-divider [1156, 1071, 1562, 1072]
article-divider [6, 1442, 276, 1443]
